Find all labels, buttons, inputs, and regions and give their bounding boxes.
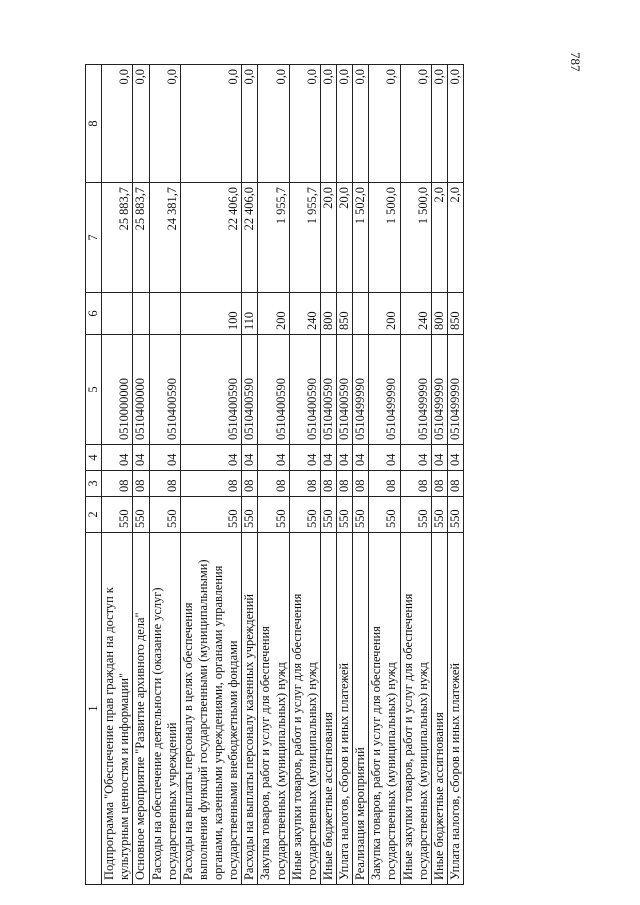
grbs-cell: 550 <box>289 497 320 533</box>
table-row <box>258 65 289 885</box>
grbs-cell: 550 <box>400 497 431 533</box>
target-article-cell: 0510400590 <box>320 335 336 445</box>
subsection-cell: 04 <box>289 445 320 471</box>
table-row <box>353 65 369 885</box>
name-cell: Закупка товаров, работ и услуг для обеспечения государственных (муниципальных) нужд <box>369 533 400 885</box>
name-cell: Иные закупки товаров, работ и услуг для обеспечения государственных (муниципальных) нужд <box>289 533 320 885</box>
expense-type-cell: 850 <box>337 293 353 335</box>
section-cell: 08 <box>149 471 180 497</box>
name-cell: Уплата налогов, сборов и иных платежей <box>337 533 353 885</box>
section-cell: 08 <box>353 471 369 497</box>
expense-type-cell: 240 <box>400 293 431 335</box>
name-cell: Иные закупки товаров, работ и услуг для обеспечения государственных (муниципальных) нужд <box>400 533 431 885</box>
expense-type-cell <box>353 293 369 335</box>
amount2-cell: 0,0 <box>242 65 258 183</box>
name-cell: Расходы на выплаты персоналу казенных учреждений <box>242 533 258 885</box>
page-number: 787 <box>568 52 583 72</box>
table-row <box>369 65 400 885</box>
amount2-cell: 0,0 <box>369 65 400 183</box>
table-row <box>180 65 242 885</box>
name-cell: Закупка товаров, работ и услуг для обеспечения государственных (муниципальных) нужд <box>258 533 289 885</box>
target-article-cell: 0510499990 <box>400 335 431 445</box>
subsection-cell: 04 <box>353 445 369 471</box>
amount-cell: 1 955,7 <box>289 183 320 293</box>
amount2-cell: 0,0 <box>258 65 289 183</box>
subsection-cell: 04 <box>102 445 133 471</box>
target-article-cell: 0510000000 <box>102 335 133 445</box>
amount-cell: 2,0 <box>431 183 447 293</box>
expense-type-cell <box>102 293 133 335</box>
table-row <box>102 65 133 885</box>
subsection-cell: 04 <box>149 445 180 471</box>
section-cell: 08 <box>102 471 133 497</box>
expense-type-cell: 200 <box>369 293 400 335</box>
section-cell: 08 <box>289 471 320 497</box>
section-cell: 08 <box>400 471 431 497</box>
name-cell: Подпрограмма "Обеспечение прав граждан на доступ к культурным ценностям и информации" <box>102 533 133 885</box>
section-cell: 08 <box>242 471 258 497</box>
budget-table <box>85 64 464 885</box>
column-header-2: 2 <box>86 497 102 533</box>
expense-type-cell: 110 <box>242 293 258 335</box>
expense-type-cell <box>149 293 180 335</box>
target-article-cell: 0510499990 <box>447 335 463 445</box>
target-article-cell: 0510499990 <box>369 335 400 445</box>
amount2-cell: 0,0 <box>431 65 447 183</box>
grbs-cell: 550 <box>180 497 242 533</box>
amount-cell: 1 955,7 <box>258 183 289 293</box>
table-row <box>337 65 353 885</box>
expense-type-cell: 100 <box>180 293 242 335</box>
column-header-4: 4 <box>86 445 102 471</box>
subsection-cell: 04 <box>447 445 463 471</box>
subsection-cell: 04 <box>369 445 400 471</box>
target-article-cell: 0510400590 <box>242 335 258 445</box>
subsection-cell: 04 <box>431 445 447 471</box>
subsection-cell: 04 <box>337 445 353 471</box>
column-header-1: 1 <box>86 533 102 885</box>
grbs-cell: 550 <box>320 497 336 533</box>
target-article-cell: 0510400590 <box>337 335 353 445</box>
name-cell: Реализация мероприятий <box>353 533 369 885</box>
table-row <box>400 65 431 885</box>
table-body <box>102 65 464 885</box>
section-cell: 08 <box>258 471 289 497</box>
target-article-cell: 0510400590 <box>149 335 180 445</box>
grbs-cell: 550 <box>149 497 180 533</box>
subsection-cell: 04 <box>400 445 431 471</box>
grbs-cell: 550 <box>102 497 133 533</box>
expense-type-cell: 200 <box>258 293 289 335</box>
target-article-cell: 0510499990 <box>431 335 447 445</box>
expense-type-cell: 850 <box>447 293 463 335</box>
subsection-cell: 04 <box>320 445 336 471</box>
name-cell: Уплата налогов, сборов и иных платежей <box>447 533 463 885</box>
target-article-cell: 0510499990 <box>353 335 369 445</box>
grbs-cell: 550 <box>337 497 353 533</box>
amount2-cell: 0,0 <box>180 65 242 183</box>
column-header-7: 7 <box>86 183 102 293</box>
name-cell: Расходы на обеспечение деятельности (оказание услуг) государственных учреждений <box>149 533 180 885</box>
section-cell: 08 <box>180 471 242 497</box>
expense-type-cell: 800 <box>320 293 336 335</box>
name-cell: Иные бюджетные ассигнования <box>320 533 336 885</box>
amount-cell: 1 502,0 <box>353 183 369 293</box>
table-row <box>289 65 320 885</box>
amount-cell: 24 381,7 <box>149 183 180 293</box>
grbs-cell: 550 <box>447 497 463 533</box>
amount-cell: 22 406,0 <box>180 183 242 293</box>
grbs-cell: 550 <box>242 497 258 533</box>
section-cell: 08 <box>447 471 463 497</box>
table-row <box>133 65 149 885</box>
column-header-5: 5 <box>86 335 102 445</box>
amount-cell: 25 883,7 <box>133 183 149 293</box>
expense-type-cell: 800 <box>431 293 447 335</box>
amount2-cell: 0,0 <box>400 65 431 183</box>
rotated-table-container <box>85 65 568 885</box>
grbs-cell: 550 <box>133 497 149 533</box>
expense-type-cell <box>133 293 149 335</box>
name-cell: Расходы на выплаты персоналу в целях обеспечения выполнения функций государственными (муниципальными) органами, казенными учреждениями, органами управления государственными внебюджетными фондами <box>180 533 242 885</box>
name-cell: Основное мероприятие "Развитие архивного дела" <box>133 533 149 885</box>
table-row <box>242 65 258 885</box>
table-row <box>431 65 447 885</box>
table-row <box>149 65 180 885</box>
target-article-cell: 0510400000 <box>133 335 149 445</box>
grbs-cell: 550 <box>353 497 369 533</box>
amount2-cell: 0,0 <box>320 65 336 183</box>
name-cell: Иные бюджетные ассигнования <box>431 533 447 885</box>
amount-cell: 25 883,7 <box>102 183 133 293</box>
subsection-cell: 04 <box>180 445 242 471</box>
target-article-cell: 0510400590 <box>289 335 320 445</box>
amount2-cell: 0,0 <box>102 65 133 183</box>
grbs-cell: 550 <box>431 497 447 533</box>
amount-cell: 1 500,0 <box>400 183 431 293</box>
target-article-cell: 0510400590 <box>180 335 242 445</box>
grbs-cell: 550 <box>369 497 400 533</box>
section-cell: 08 <box>337 471 353 497</box>
section-cell: 08 <box>369 471 400 497</box>
amount2-cell: 0,0 <box>337 65 353 183</box>
amount2-cell: 0,0 <box>353 65 369 183</box>
amount-cell: 22 406,0 <box>242 183 258 293</box>
section-cell: 08 <box>320 471 336 497</box>
amount2-cell: 0,0 <box>133 65 149 183</box>
amount-cell: 1 500,0 <box>369 183 400 293</box>
column-header-3: 3 <box>86 471 102 497</box>
section-cell: 08 <box>133 471 149 497</box>
subsection-cell: 04 <box>242 445 258 471</box>
section-cell: 08 <box>431 471 447 497</box>
subsection-cell: 04 <box>258 445 289 471</box>
header-row <box>86 65 102 885</box>
target-article-cell: 0510400590 <box>258 335 289 445</box>
amount-cell: 20,0 <box>320 183 336 293</box>
column-header-6: 6 <box>86 293 102 335</box>
amount-cell: 20,0 <box>337 183 353 293</box>
grbs-cell: 550 <box>258 497 289 533</box>
amount2-cell: 0,0 <box>149 65 180 183</box>
subsection-cell: 04 <box>133 445 149 471</box>
table-row <box>320 65 336 885</box>
amount2-cell: 0,0 <box>447 65 463 183</box>
amount2-cell: 0,0 <box>289 65 320 183</box>
amount-cell: 2,0 <box>447 183 463 293</box>
column-header-8: 8 <box>86 65 102 183</box>
table-row <box>447 65 463 885</box>
expense-type-cell: 240 <box>289 293 320 335</box>
